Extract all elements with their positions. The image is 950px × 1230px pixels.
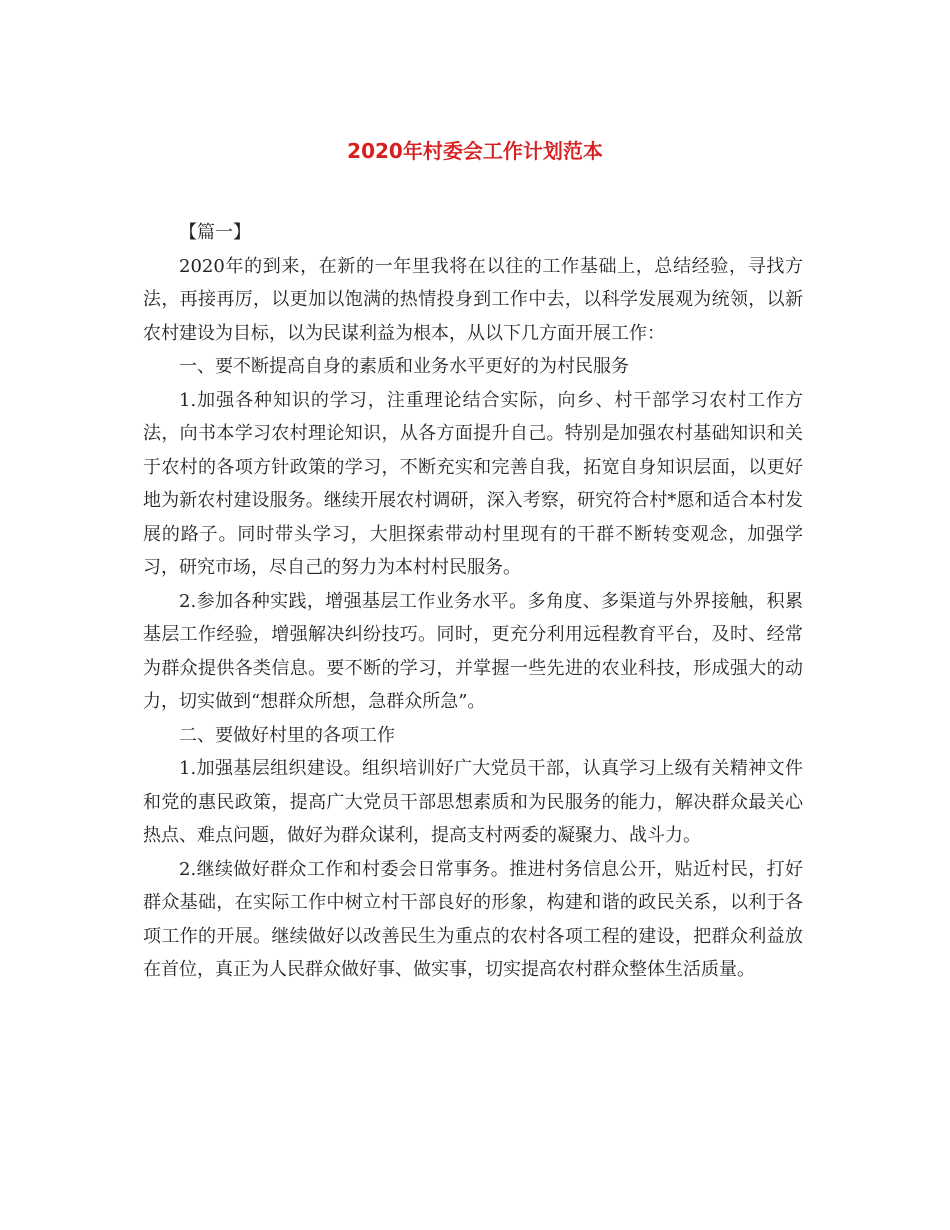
heading-section-2: 二、要做好村里的各项工作 (179, 724, 395, 746)
paragraph-intro: 2020年的到来，在新的一年里我将在以往的工作基础上，总结经验，寻找方法，再接再厉，以更加以饱满的热情投身到工作中去，以科学发展观为统领，以新农村建设为目标，以为民谋利益为根本，从以下几方面开展工作： (143, 255, 803, 344)
document-body (143, 216, 803, 987)
paragraph-1-1: 1.加强各种知识的学习，注重理论结合实际，向乡、村干部学习农村工作方法，向书本学习农村理论知识，从各方面提升自己。特别是加强农村基础知识和关于农村的各项方针政策的学习，不断充实和完善自我，拓宽自身知识层面，以更好地为新农村建设服务。继续开展农村调研，深入考察，研究符合村*愿和适合本村发展的路子。同时带头学习，大胆探索带动村里现有的干群不断转变观念，加强学习，研究市场，尽自己的努力为本村村民服务。 (143, 389, 803, 578)
paragraph-1-2: 2.参加各种实践，增强基层工作业务水平。多角度、多渠道与外界接触，积累基层工作经验，增强解决纠纷技巧。同时，更充分利用远程教育平台，及时、经常为群众提供各类信息。要不断的学习，并掌握一些先进的农业科技，形成强大的动力，切实做到“想群众所想，急群众所急”。 (143, 590, 803, 712)
paragraph-2-1: 1.加强基层组织建设。组织培训好广大党员干部，认真学习上级有关精神文件和党的惠民政策，提高广大党员干部思想素质和为民服务的能力，解决群众最关心热点、难点问题，做好为群众谋利，提高支村两委的凝聚力、战斗力。 (143, 758, 803, 846)
paragraph-2-2: 2.继续做好群众工作和村委会日常事务。推进村务信息公开，贴近村民，打好群众基础，在实际工作中树立村干部良好的形象，构建和谐的政民关系，以利于各项工作的开展。继续做好以改善民生为重点的农村各项工程的建设，把群众利益放在首位，真正为人民群众做好事、做实事，切实提高农村群众整体生活质量。 (143, 858, 803, 980)
document-title: 2020年村委会工作计划范本 (347, 139, 603, 163)
heading-section-1: 一、要不断提高自身的素质和业务水平更好的为村民服务 (179, 356, 629, 377)
section-label: 【篇一】 (179, 222, 251, 243)
